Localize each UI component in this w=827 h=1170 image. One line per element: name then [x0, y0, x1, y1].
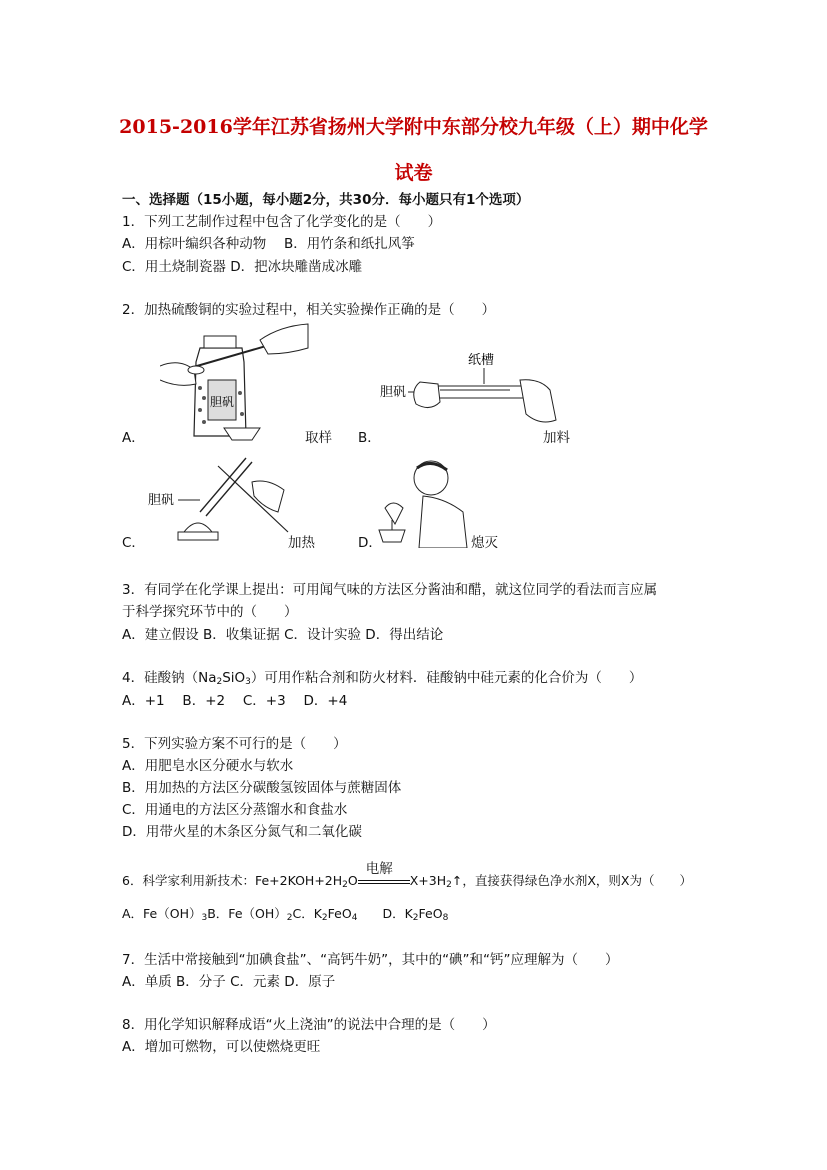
figure-c-heating [148, 452, 298, 547]
figure-b-adding [380, 350, 570, 440]
q3-stem-line1: 3．有同学在化学课上提出：可用闻气味的方法区分酱油和醋，就这位同学的看法而言应属 [122, 582, 658, 598]
q2-option-d-caption: 熄灭 [471, 535, 498, 551]
q5-stem: 5．下列实验方案不可行的是（ ） [122, 736, 347, 752]
q5-option-b: B．用加热的方法区分碳酸氢铵固体与蔗糖固体 [122, 780, 402, 796]
q4-options: A．+1 B．+2 C．+3 D．+4 [122, 693, 348, 709]
figure-b-trough-label: 纸槽 [468, 353, 495, 368]
q2-option-c-caption: 加热 [288, 535, 315, 551]
q6-stem: 6．科学家利用新技术：$Fe+2KOH+2H_2O$ 电解 $X+3H_2↑$，直接获得绿色净水剂X，则X为（ ） [122, 860, 692, 890]
q5-option-c: C．用通电的方法区分蒸馏水和食盐水 [122, 802, 348, 818]
q2-option-a-letter: A． [122, 430, 145, 446]
q1-stem: 1．下列工艺制作过程中包含了化学变化的是（ ） [122, 214, 442, 230]
exam-title-line2: 试卷 [394, 162, 433, 184]
figure-d-extinguishing [375, 458, 475, 548]
figure-a-sampling [160, 318, 310, 446]
figure-b-solid-label: 胆矾 [380, 385, 407, 400]
electrolysis-arrow: 电解 [358, 875, 410, 889]
figure-a-bottle-label: 胆矾 [210, 395, 235, 409]
figure-c-solid-label: 胆矾 [148, 493, 175, 508]
q2-option-c-letter: C． [122, 535, 145, 551]
q5-option-d: D．用带火星的木条区分氮气和二氧化碳 [122, 824, 362, 840]
q6-options: A．$Fe(OH)_3B$．$Fe(OH)_2C$．$K_2FeO_4$ D．$K_2FeO_8$ [122, 906, 449, 923]
exam-title-line1: 2015-2016学年江苏省扬州大学附中东部分校九年级（上）期中化学 [119, 116, 708, 138]
section-heading: 一、选择题（15小题，每小题2分，共30分．每小题只有1个选项） [122, 192, 530, 208]
q3-stem-line2: 于科学探究环节中的（ ） [122, 604, 298, 620]
q1-options-ab: A．用棕叶编织各种动物 B．用竹条和纸扎风筝 [122, 236, 415, 252]
q5-option-a: A．用肥皂水区分硬水与软水 [122, 758, 294, 774]
q2-option-a-caption: 取样 [305, 430, 332, 446]
q3-options: A．建立假设 B．收集证据 C．设计实验 D．得出结论 [122, 627, 444, 643]
q7-options: A．单质 B．分子 C．元素 D．原子 [122, 974, 336, 990]
q8-stem: 8．用化学知识解释成语“火上浇油”的说法中合理的是（ ） [122, 1017, 496, 1033]
q1-options-cd: C．用土烧制瓷器 D．把冰块雕凿成冰雕 [122, 259, 363, 275]
q8-option-a: A．增加可燃物，可以使燃烧更旺 [122, 1039, 321, 1055]
q2-stem: 2．加热硫酸铜的实验过程中，相关实验操作正确的是（ ） [122, 302, 496, 318]
q2-option-d-letter: D． [358, 535, 382, 551]
q2-option-b-letter: B． [358, 430, 381, 446]
q2-option-b-caption: 加料 [543, 430, 570, 446]
q4-stem: 4．硅酸钠$(Na_2SiO_3)$可用作粘合剂和防火材料．硅酸钠中硅元素的化合价为（ ） [122, 670, 643, 687]
q7-stem: 7．生活中常接触到“加碘食盐”、“高钙牛奶”，其中的“碘”和“钙”应理解为（ ） [122, 952, 619, 968]
